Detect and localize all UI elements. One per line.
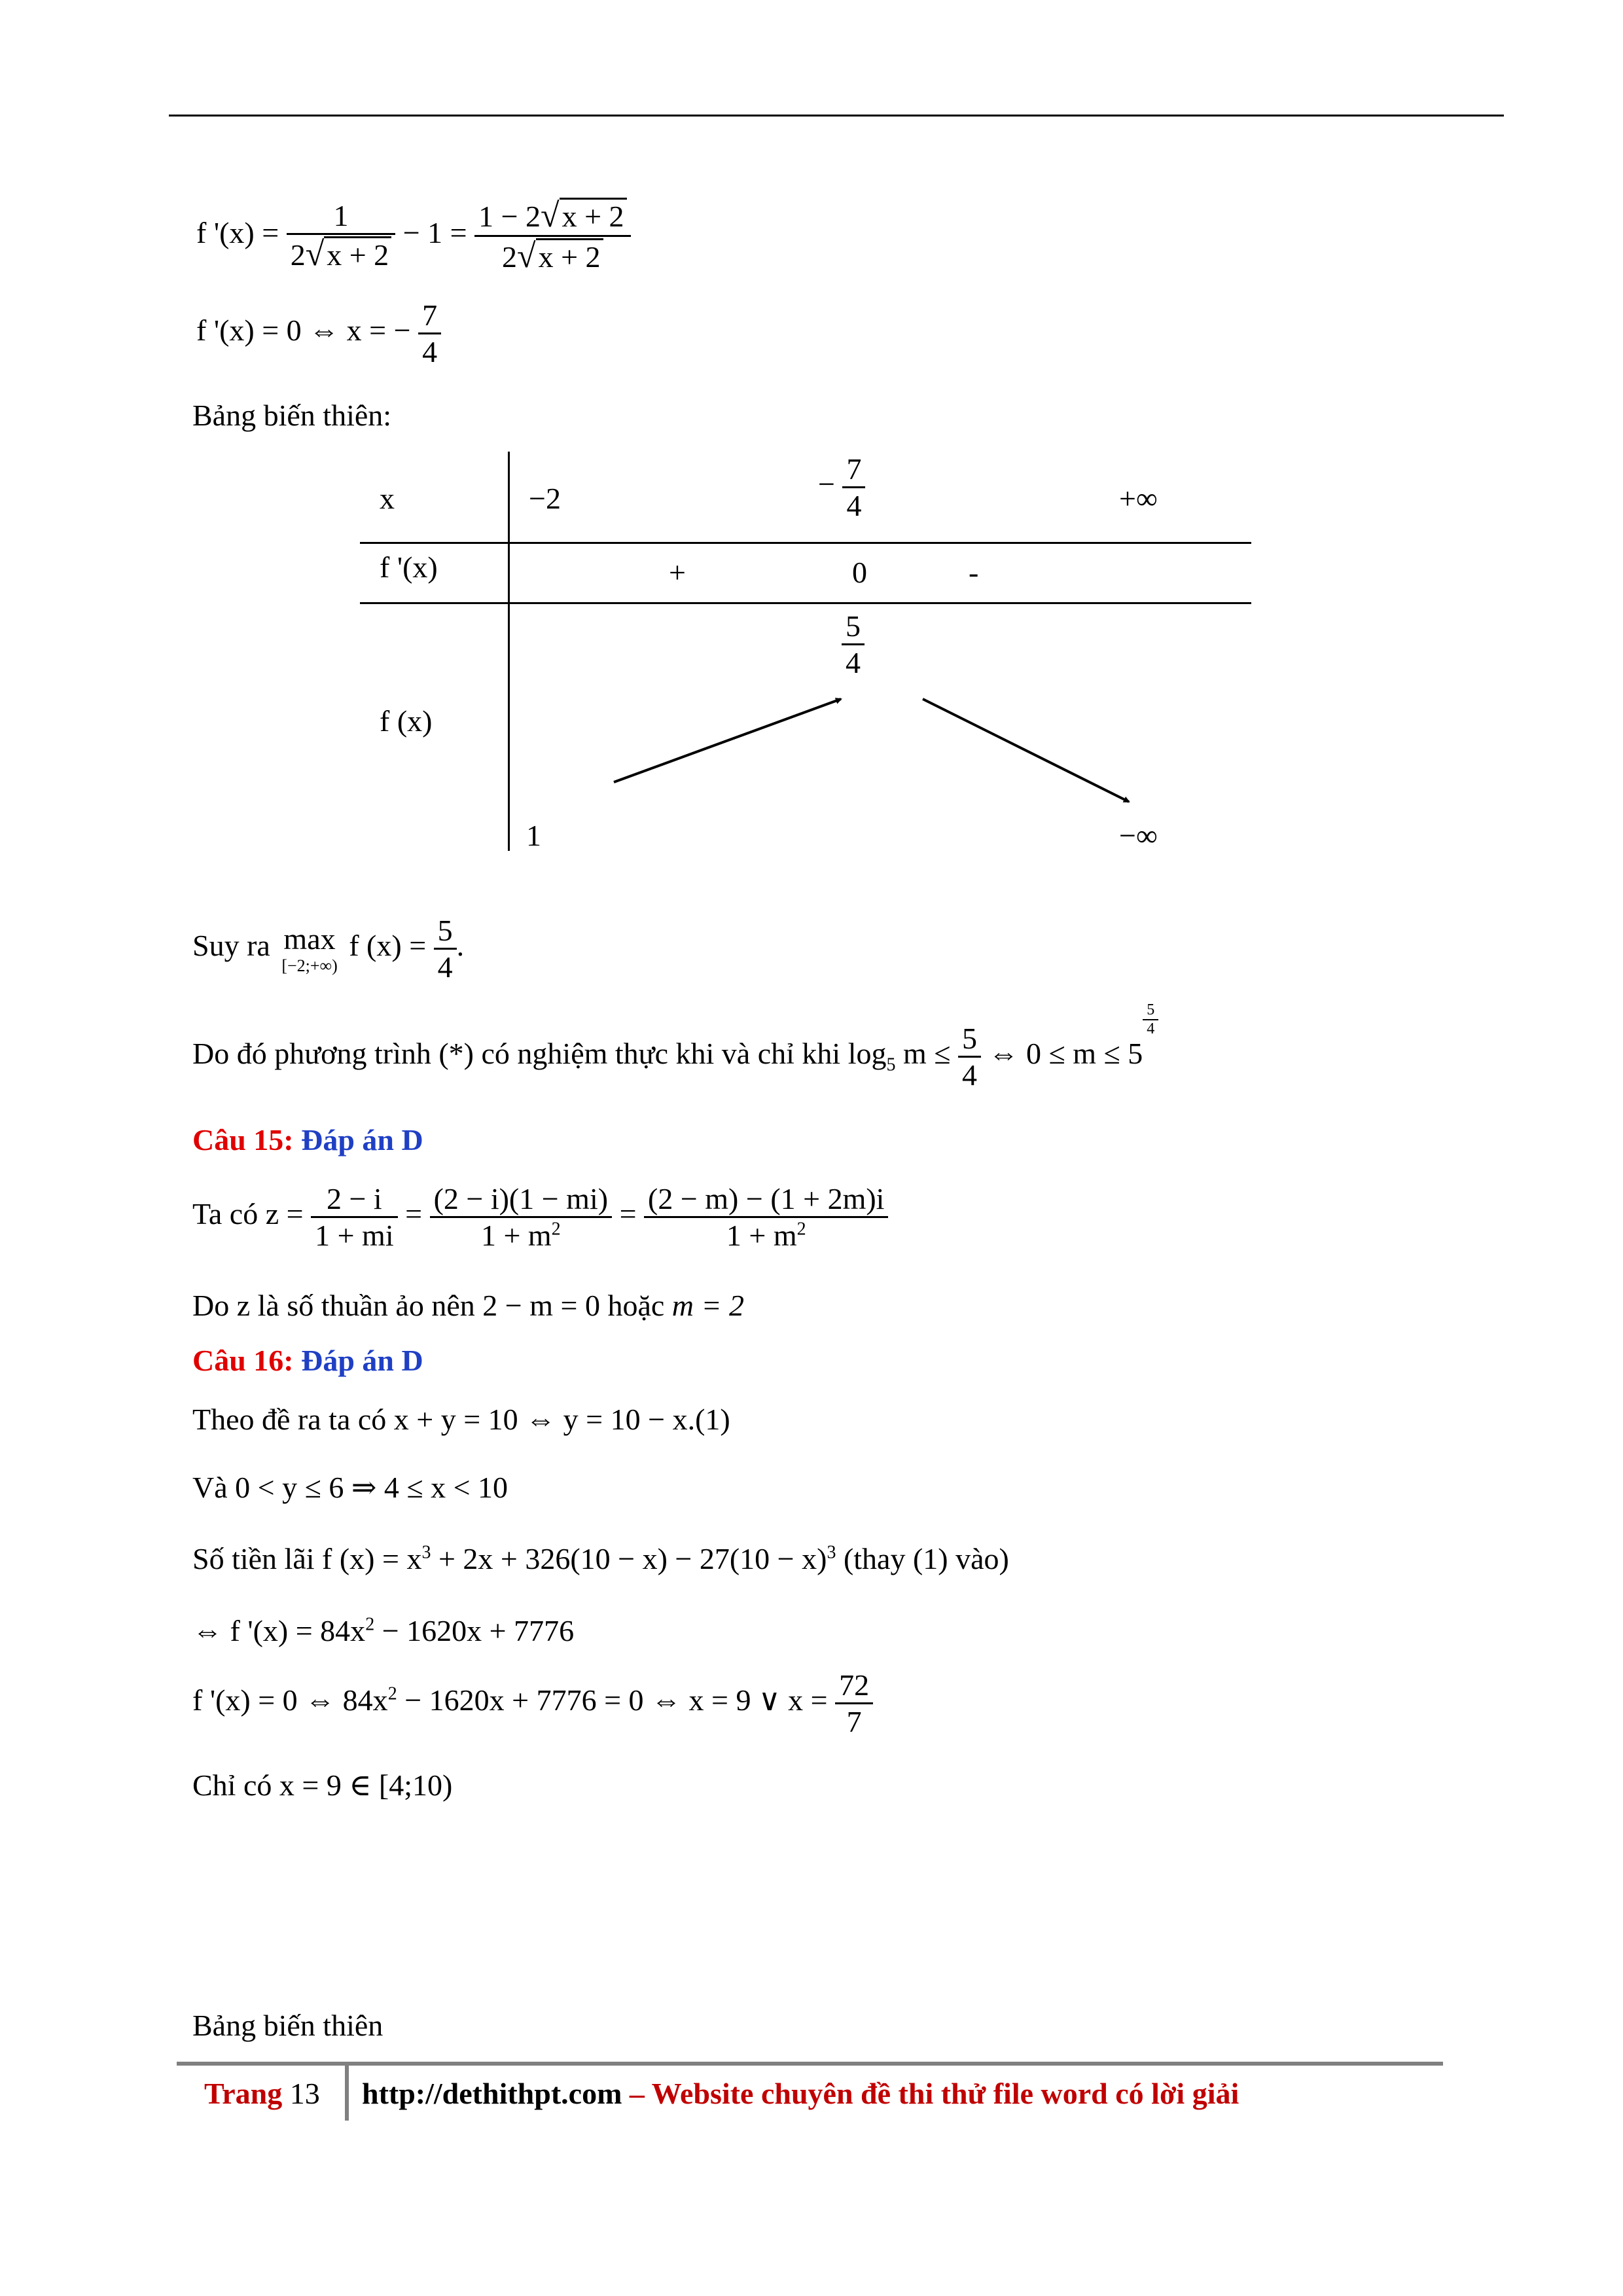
fprime-minus: - <box>969 556 979 589</box>
text: Và <box>192 1471 228 1504</box>
exponent: 2 <box>365 1614 375 1635</box>
equation-condition <box>192 1001 1158 1092</box>
fraction-numerator: 72 <box>839 1668 870 1702</box>
m-le: m ≤ <box>902 1037 951 1071</box>
denominator-base: 1 + m <box>480 1219 552 1252</box>
derivative-fraction-2 <box>474 196 630 276</box>
question-label: Câu 15: <box>192 1123 294 1157</box>
fprime-plus: + <box>669 556 686 589</box>
radicand: x + 2 <box>560 198 627 233</box>
log-base: 5 <box>886 1054 896 1075</box>
site-url[interactable]: http://dethithpt.com <box>362 2077 622 2110</box>
log: log <box>847 1037 887 1071</box>
tail: (thay (1) vào) <box>843 1542 1009 1575</box>
q15-conclusion <box>192 1288 744 1323</box>
math-a: ⇔ f '(x) = 84x <box>192 1614 366 1647</box>
q16-line-2 <box>192 1469 508 1505</box>
sqrt-icon: √ <box>541 197 560 234</box>
exponent: 3 <box>421 1542 431 1563</box>
exponent-fraction <box>1143 1001 1158 1038</box>
footer-rule <box>177 2062 1443 2066</box>
q16-line-4 <box>192 1613 574 1648</box>
critical-point-line <box>196 298 441 369</box>
fraction-numerator: 5 <box>437 914 453 947</box>
footer-link <box>362 2076 1239 2111</box>
q16-line-6 <box>192 1767 452 1803</box>
f-end: −∞ <box>1119 819 1158 852</box>
math-a: f (x) = x <box>322 1542 422 1575</box>
derivative-line <box>196 196 631 276</box>
prefix: Ta có <box>192 1197 259 1231</box>
fraction-denominator: 4 <box>842 643 865 680</box>
answer-label: Đáp án D <box>301 1123 423 1157</box>
z-eq: z = <box>265 1197 304 1231</box>
max-word: max <box>283 922 336 956</box>
equals: = <box>619 1197 637 1231</box>
fraction-denominator: 4 <box>842 486 865 523</box>
answer-label: Đáp án D <box>301 1344 423 1377</box>
sqrt-icon: √ <box>517 238 536 275</box>
root-fraction <box>835 1668 873 1739</box>
q16-line-1 <box>192 1402 730 1437</box>
page-label: Trang <box>204 2077 283 2110</box>
fraction-denominator: 7 <box>835 1702 873 1739</box>
site-tagline: – Website chuyên đề thi thử file word có lời giải <box>629 2077 1240 2110</box>
question-label: Câu 16: <box>192 1344 294 1377</box>
math-b: − 1620x + 7776 <box>382 1614 575 1647</box>
condition-text: Do đó phương trình (*) có nghiệm thực khi và chỉ khi <box>192 1037 841 1071</box>
max-value <box>434 913 457 984</box>
math-b: − 1620x + 7776 = 0 ⇔ x = 9 ∨ x = <box>404 1683 828 1717</box>
variation-arrows <box>360 452 1257 857</box>
x-end: +∞ <box>1119 482 1158 515</box>
sqrt-icon: √ <box>305 236 325 273</box>
fraction-numerator: (2 − i)(1 − mi) <box>433 1182 609 1215</box>
page-number: 13 <box>289 2077 320 2110</box>
x-start: −2 <box>529 482 561 515</box>
coefficient: 2 <box>502 240 518 274</box>
condition-tail: ⇔ 0 ≤ m ≤ 5 <box>988 1037 1143 1071</box>
decreasing-arrow <box>923 699 1129 802</box>
exponent: 2 <box>387 1683 397 1704</box>
radicand: x + 2 <box>536 238 603 274</box>
fraction-3 <box>644 1181 888 1253</box>
derivative-lhs: f '(x) = <box>196 216 279 250</box>
fraction-numerator: 5 <box>1147 1001 1155 1018</box>
q16-line-3 <box>192 1541 1009 1576</box>
variation-table <box>360 452 1257 857</box>
fraction-2 <box>430 1181 613 1253</box>
coefficient: 2 <box>290 238 306 272</box>
text: Theo đề ra ta có <box>192 1403 387 1436</box>
max-interval: [−2;+∞) <box>281 956 338 975</box>
denominator-base: 1 + m <box>726 1219 797 1252</box>
q15-heading <box>192 1122 423 1157</box>
fraction-denominator <box>287 233 396 274</box>
condition-fraction <box>958 1021 981 1092</box>
math-b: + 2x + 326(10 − x) − 27(10 − x) <box>438 1542 827 1575</box>
fraction-numerator: 5 <box>962 1022 978 1055</box>
exponent: 3 <box>827 1542 836 1563</box>
equals: = <box>405 1197 423 1231</box>
fraction-denominator: 4 <box>418 332 441 369</box>
fraction-numerator: 7 <box>846 452 862 486</box>
table-title: Bảng biến thiên: <box>192 399 392 432</box>
math: x + y = 10 ⇔ y = 10 − x.(1) <box>393 1403 730 1436</box>
fraction-denominator <box>474 235 630 276</box>
minus-sign: − <box>818 467 835 501</box>
result: m = 2 <box>671 1289 745 1322</box>
math-a: f '(x) = 0 ⇔ 84x <box>192 1683 388 1717</box>
or: hoặc <box>607 1289 665 1322</box>
header-rule <box>169 115 1504 117</box>
derivative-fraction-1 <box>287 198 396 274</box>
critical-lhs: f '(x) = 0 ⇔ x = − <box>196 314 411 348</box>
q16-heading <box>192 1343 423 1378</box>
fprime-zero: 0 <box>852 556 867 589</box>
fraction-numerator <box>474 196 630 235</box>
fraction-1 <box>311 1181 398 1253</box>
math: 2 − m = 0 <box>482 1289 600 1322</box>
fx: f (x) = <box>349 929 427 963</box>
max-conclusion <box>192 913 464 984</box>
critical-fraction <box>418 298 441 369</box>
f-start: 1 <box>526 819 541 852</box>
exponent: 2 <box>796 1219 806 1240</box>
fprime-label: f '(x) <box>380 550 438 584</box>
fraction-numerator: 2 − i <box>326 1182 382 1215</box>
text: Chỉ có <box>192 1768 272 1802</box>
q16-line-7: Bảng biến thiên <box>192 2009 383 2042</box>
fraction-numerator: (2 − m) − (1 + 2m)i <box>648 1182 885 1215</box>
fraction-denominator: 4 <box>1143 1019 1158 1038</box>
fraction-denominator <box>430 1216 613 1253</box>
fraction-denominator: 4 <box>958 1056 981 1092</box>
max-operator <box>281 922 337 976</box>
minus-one: − 1 = <box>402 216 467 250</box>
math: 0 < y ≤ 6 ⇒ 4 ≤ x < 10 <box>235 1471 508 1504</box>
f-label: f (x) <box>380 704 433 738</box>
footer-divider <box>345 2062 349 2121</box>
radicand: x + 2 <box>324 236 391 272</box>
q16-line-5 <box>192 1668 873 1739</box>
text: Số tiền lãi <box>192 1542 315 1575</box>
text: Do z là số thuần ảo nên <box>192 1289 475 1322</box>
fraction-denominator <box>644 1216 888 1253</box>
q15-computation <box>192 1181 888 1253</box>
fraction-numerator: 1 <box>333 199 349 232</box>
footer-page <box>204 2076 320 2111</box>
exponent: 2 <box>551 1219 561 1240</box>
fraction-numerator: 7 <box>422 298 438 332</box>
x-label: x <box>380 482 395 515</box>
numerator-part: 1 − 2 <box>478 200 541 233</box>
fraction-numerator: 5 <box>846 609 861 643</box>
increasing-arrow <box>614 699 841 782</box>
fraction-denominator: 4 <box>434 948 457 984</box>
fraction-denominator: 1 + mi <box>311 1216 398 1253</box>
conclusion-prefix: Suy ra <box>192 929 270 963</box>
period: . <box>456 929 465 963</box>
math: x = 9 ∈ [4;10) <box>279 1768 453 1802</box>
